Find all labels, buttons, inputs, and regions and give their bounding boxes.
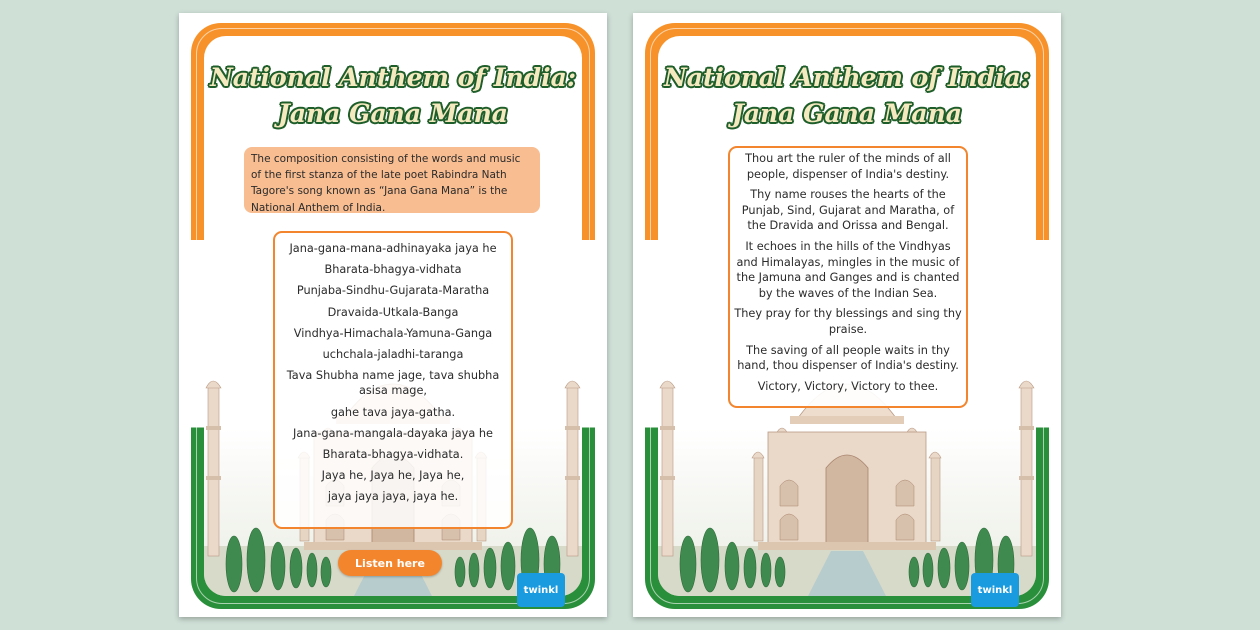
title-line-1: National Anthem of India: <box>663 63 1031 92</box>
translation-box <box>728 146 968 408</box>
title-line-2: Jana Gana Mana <box>732 99 962 128</box>
twinkl-logo-text: twinkl <box>523 585 559 596</box>
translation-paragraph: Victory, Victory, Victory to thee. <box>757 379 939 393</box>
lyric-line: Vindhya-Himachala-Yamuna-Ganga <box>293 326 493 340</box>
translation-paragraph: It echoes in the hills of the Vindhyas and Himalayas, mingles in the music of the Jamuna and Ganges and is chanted by the waves of the Indian Sea. <box>736 239 960 300</box>
poster-panel <box>658 36 1036 596</box>
lyric-line: uchchala-jaladhi-taranga <box>322 348 464 362</box>
translation-paragraph: They pray for thy blessings and sing thy praise. <box>734 307 962 336</box>
lyric-line: Punjaba-Sindhu-Gujarata-Maratha <box>296 284 490 298</box>
tricolour-frame <box>191 23 595 609</box>
lyric-line: Jana-gana-mangala-dayaka jaya he <box>293 426 493 440</box>
lyric-line: gahe tava jaya-gatha. <box>330 405 456 419</box>
lyric-line: Bharata-bhagya-vidhata <box>324 263 462 277</box>
title-line-1: National Anthem of India: <box>209 63 577 92</box>
poster-right <box>633 13 1061 617</box>
intro-text: The composition consisting of the words and music of the first stanza of the late poet Rabindra Nath Tagore's song known as “Jana Gana Mana” is the National Anthem of India. <box>244 147 540 213</box>
tricolour-frame <box>645 23 1049 609</box>
translation-paragraph: Thy name rouses the hearts of the Punjab, Sind, Gujarat and Maratha, of the Dravida and Orissa and Bengal. <box>741 188 955 233</box>
lyric-line: Dravaida-Utkala-Banga <box>327 305 459 319</box>
lyrics-box <box>273 231 513 529</box>
page-title <box>658 60 1036 132</box>
title-line-2: Jana Gana Mana <box>278 99 508 128</box>
listen-here-button[interactable]: Listen here <box>338 550 442 576</box>
lyric-line: Jaya he, Jaya he, Jaya he, <box>321 469 465 483</box>
poster-left <box>179 13 607 617</box>
translation-paragraph: The saving of all people waits in thy hand, thou dispenser of India's destiny. <box>737 343 959 373</box>
lyric-line: jaya jaya jaya, jaya he. <box>327 490 459 504</box>
lyric-line: Bharata-bhagya-vidhata. <box>322 448 464 462</box>
lyric-line: Jana-gana-mana-adhinayaka jaya he <box>289 242 497 255</box>
translation-paragraph: Thou art the ruler of the minds of all people, dispenser of India's destiny. <box>745 152 951 181</box>
lyric-line: Tava Shubha name jage, tava shubha asisa mage, <box>286 369 500 398</box>
poster-panel <box>204 36 582 596</box>
page-title <box>204 60 582 132</box>
twinkl-logo <box>971 573 1019 607</box>
twinkl-logo-text: twinkl <box>977 585 1013 596</box>
twinkl-logo <box>517 573 565 607</box>
